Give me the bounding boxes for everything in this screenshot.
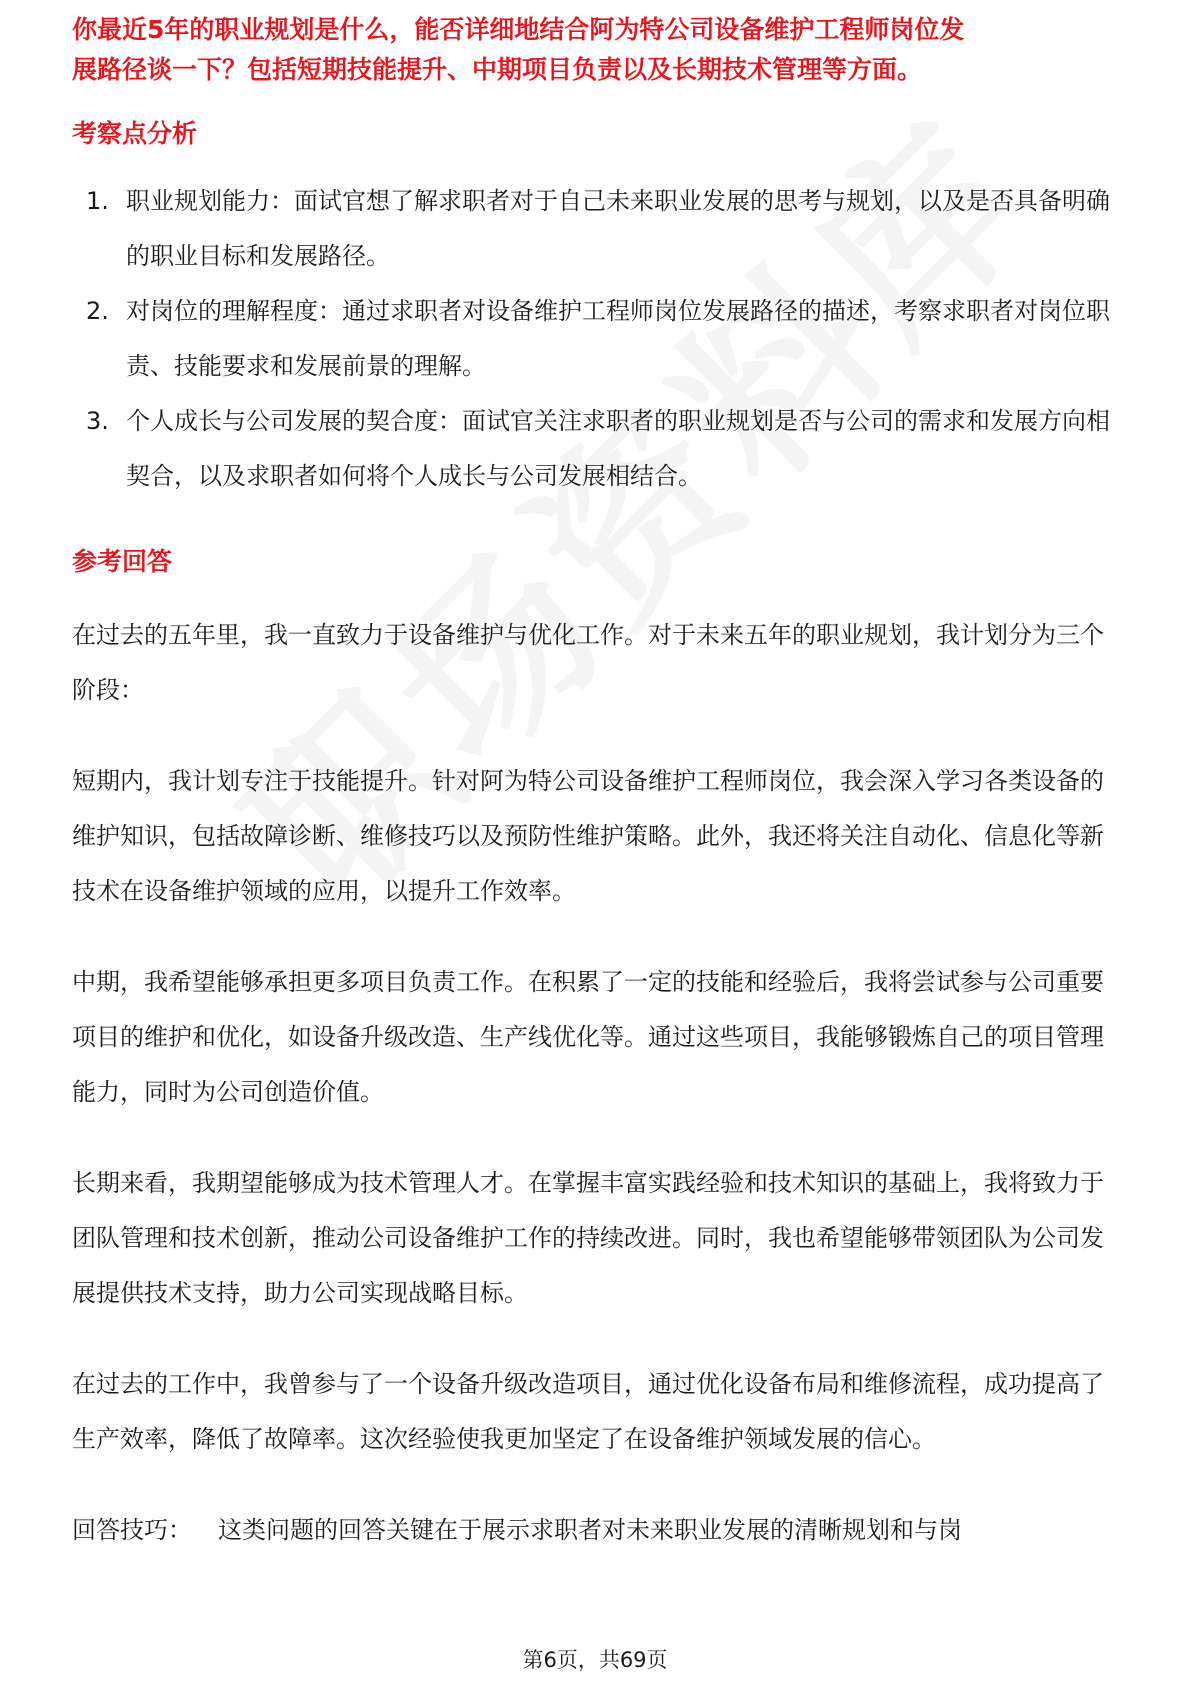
tips-label: 回答技巧：: [72, 1516, 192, 1544]
answer-heading: 参考回答: [72, 547, 173, 576]
question-line-2: 展路径谈一下？包括短期技能提升、中期项目负责以及长期技术管理等方面。: [72, 55, 923, 84]
answer-paragraph: 短期内，我计划专注于技能提升。针对阿为特公司设备维护工程师岗位，我会深入学习各类设备的维护知识，包括故障诊断、维修技巧以及预防性维护策略。此外，我还将关注自动化、信息化等新技术在设备维护领域的应用，以提升工作效率。: [72, 767, 1104, 905]
answer-paragraph: 在过去的五年里，我一直致力于设备维护与优化工作。对于未来五年的职业规划，我计划分为三个阶段：: [72, 621, 1104, 704]
analysis-list: [72, 174, 1120, 504]
question-line-cut: [72, 15, 1120, 50]
answer-tips: [72, 1503, 1120, 1558]
question-line-1: 你最近5年的职业规划是什么，能否详细地结合阿为特公司设备维护工程师岗位发: [72, 15, 965, 44]
item-text: 对岗位的理解程度：通过求职者对设备维护工程师岗位发展路径的描述，考察求职者对岗位职责、技能要求和发展前景的理解。: [126, 297, 1110, 380]
analysis-item: [72, 284, 1120, 394]
item-text: 职业规划能力：面试官想了解求职者对于自己未来职业发展的思考与规划，以及是否具备明确的职业目标和发展路径。: [126, 187, 1110, 270]
item-text: 个人成长与公司发展的契合度：面试官关注求职者的职业规划是否与公司的需求和发展方向相契合，以及求职者如何将个人成长与公司发展相结合。: [126, 407, 1110, 490]
document-page: [72, 15, 1120, 1558]
answer-paragraph: 在过去的工作中，我曾参与了一个设备升级改造项目，通过优化设备布局和维修流程，成功提高了生产效率，降低了故障率。这次经验使我更加坚定了在设备维护领域发展的信心。: [72, 1370, 1104, 1453]
page-footer: 第6页，共69页: [522, 1648, 668, 1672]
analysis-item: [72, 394, 1120, 504]
item-number: 2.: [86, 297, 109, 325]
answer-paragraph: 长期来看，我期望能够成为技术管理人才。在掌握丰富实践经验和技术知识的基础上，我将致力于团队管理和技术创新，推动公司设备维护工作的持续改进。同时，我也希望能够带领团队为公司发展提供技术支持，助力公司实现战略目标。: [72, 1169, 1104, 1307]
item-number: 1.: [86, 187, 109, 215]
tips-text: 这类问题的回答关键在于展示求职者对未来职业发展的清晰规划和与岗: [218, 1516, 962, 1544]
analysis-item: [72, 174, 1120, 284]
answer-paragraph: 中期，我希望能够承担更多项目负责工作。在积累了一定的技能和经验后，我将尝试参与公司重要项目的维护和优化，如设备升级改造、生产线优化等。通过这些项目，我能够锻炼自己的项目管理能力，同时为公司创造价值。: [72, 968, 1104, 1106]
item-number: 3.: [86, 407, 109, 435]
analysis-heading: 考察点分析: [72, 119, 198, 148]
question-text: [72, 15, 1120, 90]
